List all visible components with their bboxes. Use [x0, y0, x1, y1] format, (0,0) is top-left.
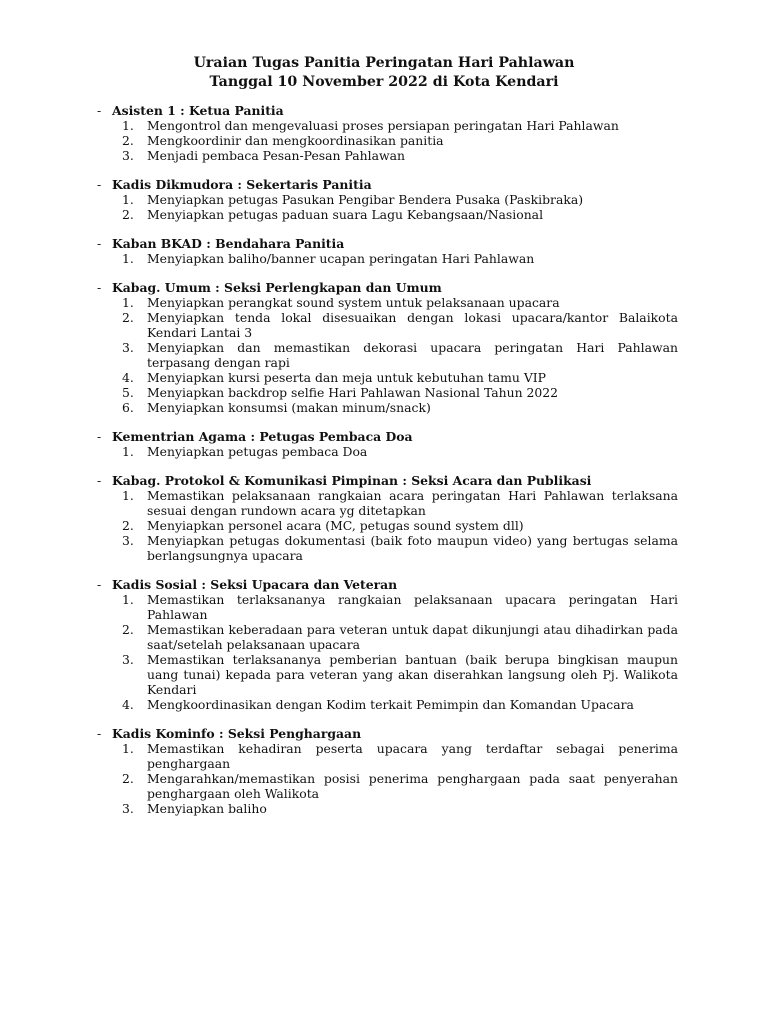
- task-item: [0, 385, 768, 400]
- task-item: [0, 310, 768, 340]
- section-heading-text: Kementrian Agama : Petugas Pembaca Doa: [112, 429, 413, 444]
- task-number: 1.: [122, 488, 134, 503]
- dash-bullet: -: [97, 236, 102, 251]
- task-item: [0, 133, 768, 148]
- dash-bullet: -: [97, 473, 102, 488]
- section-heading: [0, 429, 768, 444]
- section-heading: [0, 577, 768, 592]
- section: [0, 236, 768, 266]
- section-heading: [0, 726, 768, 741]
- section-heading: [0, 103, 768, 118]
- task-item: [0, 118, 768, 133]
- section: [0, 473, 768, 563]
- task-number: 1.: [122, 192, 134, 207]
- section: [0, 177, 768, 222]
- task-number: 2.: [122, 310, 134, 325]
- task-item: [0, 592, 768, 622]
- section: [0, 103, 768, 163]
- task-text: Menyiapkan personel acara (MC, petugas sound system dll): [147, 518, 524, 533]
- title-line-2: Tanggal 10 November 2022 di Kota Kendari: [209, 74, 559, 90]
- task-number: 6.: [122, 400, 134, 415]
- task-number: 4.: [122, 697, 134, 712]
- task-text: Memastikan terlaksananya pemberian bantuan (baik berupa bingkisan maupun uang tunai) kepada para veteran yang akan diserahkan langsung oleh Pj. Walikota Kendari: [147, 652, 678, 697]
- task-item: [0, 192, 768, 207]
- dash-bullet: -: [97, 103, 102, 118]
- task-number: 2.: [122, 771, 134, 786]
- task-text: Menyiapkan backdrop selfie Hari Pahlawan Nasional Tahun 2022: [147, 385, 559, 400]
- section-heading-text: Kabag. Protokol & Komunikasi Pimpinan : Seksi Acara dan Publikasi: [112, 473, 592, 488]
- section: [0, 726, 768, 816]
- task-text: Menyiapkan petugas pembaca Doa: [147, 444, 368, 459]
- task-list: [0, 295, 768, 415]
- task-text: Memastikan pelaksanaan rangkaian acara peringatan Hari Pahlawan terlaksana sesuai dengan rundown acara yg ditetapkan: [147, 488, 678, 518]
- task-item: [0, 444, 768, 459]
- task-item: [0, 370, 768, 385]
- task-list: [0, 192, 768, 222]
- task-text: Menyiapkan baliho: [147, 801, 267, 816]
- task-item: [0, 801, 768, 816]
- task-item: [0, 622, 768, 652]
- section-heading-text: Asisten 1 : Ketua Panitia: [112, 103, 284, 118]
- task-text: Menyiapkan petugas Pasukan Pengibar Bendera Pusaka (Paskibraka): [147, 192, 584, 207]
- task-item: [0, 251, 768, 266]
- task-item: [0, 148, 768, 163]
- task-text: Menyiapkan petugas dokumentasi (baik foto maupun video) yang bertugas selama berlangsungnya upacara: [147, 533, 678, 563]
- task-text: Menyiapkan kursi peserta dan meja untuk kebutuhan tamu VIP: [147, 370, 547, 385]
- task-item: [0, 400, 768, 415]
- task-number: 3.: [122, 652, 134, 667]
- task-item: [0, 652, 768, 697]
- task-text: Memastikan kehadiran peserta upacara yang terdaftar sebagai penerima penghargaan: [147, 741, 678, 771]
- task-item: [0, 697, 768, 712]
- task-list: [0, 592, 768, 712]
- task-text: Mengkoordinir dan mengkoordinasikan panitia: [147, 133, 444, 148]
- dash-bullet: -: [97, 726, 102, 741]
- section: [0, 280, 768, 415]
- dash-bullet: -: [97, 429, 102, 444]
- task-number: 3.: [122, 148, 134, 163]
- task-number: 3.: [122, 533, 134, 548]
- task-list: [0, 488, 768, 563]
- task-text: Memastikan terlaksananya rangkaian pelaksanaan upacara peringatan Hari Pahlawan: [147, 592, 678, 622]
- task-item: [0, 518, 768, 533]
- dash-bullet: -: [97, 577, 102, 592]
- task-text: Mengkoordinasikan dengan Kodim terkait Pemimpin dan Komandan Upacara: [147, 697, 634, 712]
- section-heading-text: Kadis Dikmudora : Sekertaris Panitia: [112, 177, 372, 192]
- task-item: [0, 340, 768, 370]
- task-number: 1.: [122, 741, 134, 756]
- task-item: [0, 207, 768, 222]
- task-number: 3.: [122, 340, 134, 355]
- task-item: [0, 295, 768, 310]
- section: [0, 577, 768, 712]
- dash-bullet: -: [97, 177, 102, 192]
- task-item: [0, 488, 768, 518]
- task-number: 4.: [122, 370, 134, 385]
- task-number: 2.: [122, 133, 134, 148]
- task-text: Menyiapkan baliho/banner ucapan peringatan Hari Pahlawan: [147, 251, 535, 266]
- task-number: 2.: [122, 207, 134, 222]
- task-number: 1.: [122, 444, 134, 459]
- task-number: 5.: [122, 385, 134, 400]
- title-line-1: Uraian Tugas Panitia Peringatan Hari Pahlawan: [193, 55, 575, 71]
- task-text: Menyiapkan perangkat sound system untuk pelaksanaan upacara: [147, 295, 560, 310]
- document-title: [0, 54, 768, 92]
- section-heading-text: Kaban BKAD : Bendahara Panitia: [112, 236, 345, 251]
- task-item: [0, 771, 768, 801]
- section-heading-text: Kadis Kominfo : Seksi Penghargaan: [112, 726, 362, 741]
- task-text: Menyiapkan dan memastikan dekorasi upacara peringatan Hari Pahlawan terpasang dengan rapi: [147, 340, 678, 370]
- task-text: Menjadi pembaca Pesan-Pesan Pahlawan: [147, 148, 405, 163]
- section-heading: [0, 177, 768, 192]
- task-text: Menyiapkan tenda lokal disesuaikan dengan lokasi upacara/kantor Balaikota Kendari Lantai 3: [147, 310, 678, 340]
- section-heading-text: Kabag. Umum : Seksi Perlengkapan dan Umum: [112, 280, 442, 295]
- task-list: [0, 118, 768, 163]
- task-number: 2.: [122, 622, 134, 637]
- section-heading-text: Kadis Sosial : Seksi Upacara dan Veteran: [112, 577, 398, 592]
- task-text: Mengontrol dan mengevaluasi proses persiapan peringatan Hari Pahlawan: [147, 118, 619, 133]
- task-list: [0, 251, 768, 266]
- task-text: Menyiapkan petugas paduan suara Lagu Kebangsaan/Nasional: [147, 207, 544, 222]
- task-number: 1.: [122, 251, 134, 266]
- task-number: 1.: [122, 118, 134, 133]
- section-heading: [0, 280, 768, 295]
- task-item: [0, 533, 768, 563]
- task-number: 3.: [122, 801, 134, 816]
- task-sections: [0, 103, 768, 816]
- task-text: Memastikan keberadaan para veteran untuk dapat dikunjungi atau dihadirkan pada saat/setelah pelaksanaan upacara: [147, 622, 678, 652]
- task-list: [0, 444, 768, 459]
- section-heading: [0, 236, 768, 251]
- section: [0, 429, 768, 459]
- task-number: 2.: [122, 518, 134, 533]
- task-number: 1.: [122, 295, 134, 310]
- dash-bullet: -: [97, 280, 102, 295]
- task-text: Mengarahkan/memastikan posisi penerima penghargaan pada saat penyerahan penghargaan oleh Walikota: [147, 771, 678, 801]
- section-heading: [0, 473, 768, 488]
- task-item: [0, 741, 768, 771]
- task-text: Menyiapkan konsumsi (makan minum/snack): [147, 400, 431, 415]
- task-number: 1.: [122, 592, 134, 607]
- task-list: [0, 741, 768, 816]
